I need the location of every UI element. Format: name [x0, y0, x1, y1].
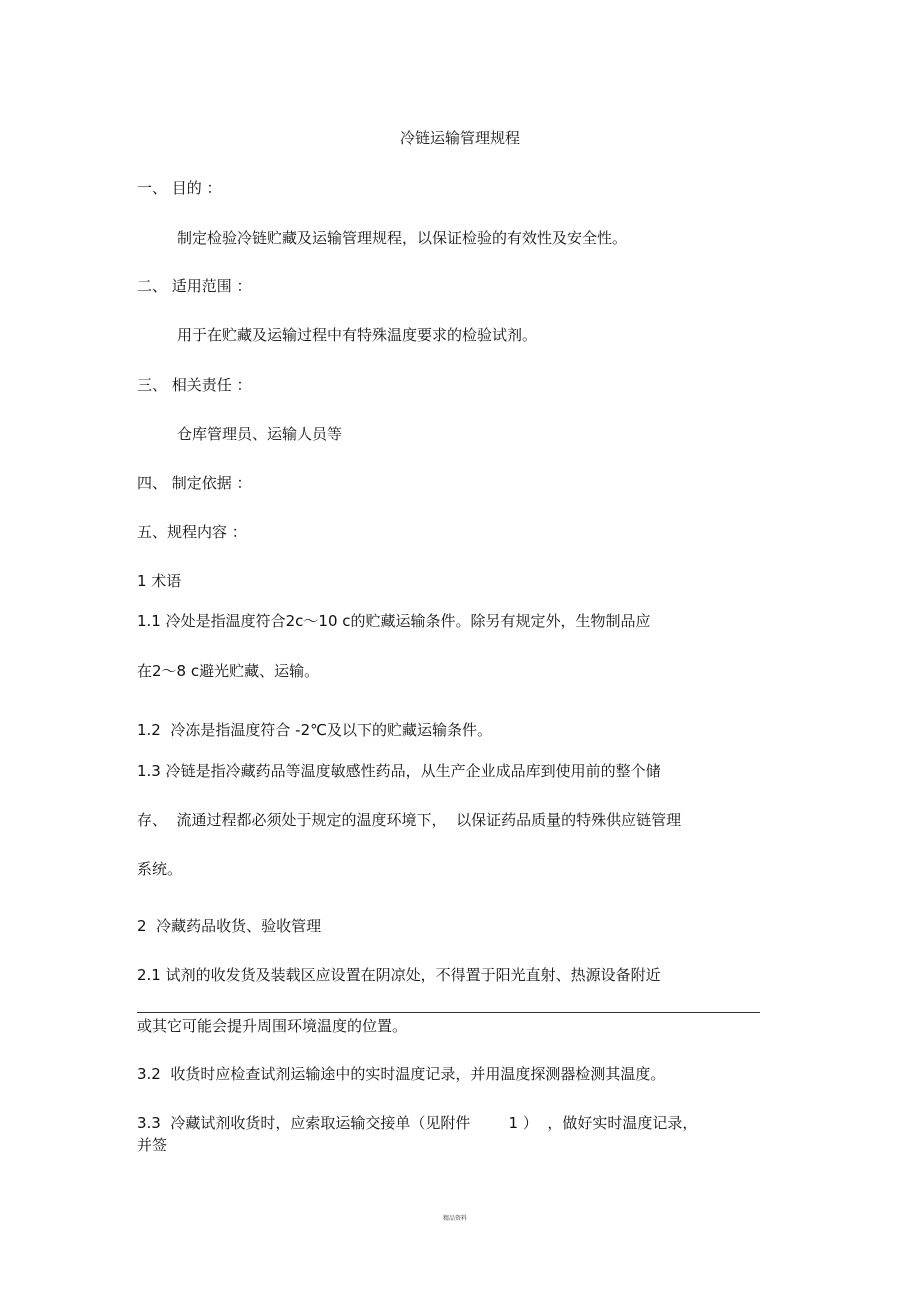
clause-2-1-line-1: 2.1 试剂的收发货及装载区应设置在阴凉处，不得置于阳光直射、热源设备附近: [137, 966, 661, 984]
section-3-body: 仓库管理员、运输人员等: [177, 425, 343, 443]
clause-2-1-line-2: 或其它可能会提升周围环境温度的位置。: [137, 1017, 408, 1035]
clause-1-1-line-1: 1.1 冷处是指温度符合2c～10 c的贮藏运输条件。除另有规定外，生物制品应: [137, 612, 651, 630]
clause-1-1-line-2: 在2～8 c避光贮藏、运输。: [137, 662, 320, 680]
section-2-body: 用于在贮藏及运输过程中有特殊温度要求的检验试剂。: [177, 326, 538, 344]
section-1-body: 制定检验冷链贮藏及运输管理规程，以保证检验的有效性及安全性。: [177, 229, 628, 247]
section-1-heading: 一、 目的 ：: [137, 179, 222, 197]
clause-3-2: 3.2 收货时应检查试剂运输途中的实时温度记录，并用温度探测器检测其温度。: [137, 1065, 666, 1083]
section-5-heading: 五、规程内容 ：: [137, 523, 247, 541]
clause-1-2: 1.2 冷冻是指温度符合 -2℃及以下的贮藏运输条件。: [137, 721, 492, 739]
clause-1-3-line-3: 系统。: [137, 860, 183, 878]
clause-1-3-line-2: 存、 流通过程都必须处于规定的温度环境下， 以保证药品质量的特殊供应链管理: [137, 811, 682, 829]
horizontal-rule: [137, 1012, 760, 1013]
clause-3-3-line-1: 3.3 冷藏试剂收货时，应索取运输交接单（见附件 1 ） ，做好实时温度记录，: [137, 1114, 698, 1132]
subsection-1-heading: 1 术语: [137, 572, 182, 590]
clause-1-3-line-1: 1.3 冷链是指冷藏药品等温度敏感性药品，从生产企业成品库到使用前的整个储: [137, 762, 661, 780]
page-footer: 精品资料: [442, 1215, 467, 1222]
subsection-2-heading: 2 冷藏药品收货、验收管理: [137, 917, 322, 935]
clause-3-3-line-2: 并签: [137, 1136, 168, 1154]
document-title: 冷链运输管理规程: [399, 129, 520, 147]
section-4-heading: 四、 制定依据 ：: [137, 474, 252, 492]
section-2-heading: 二、 适用范围 ：: [137, 277, 252, 295]
section-3-heading: 三、 相关责任 ：: [137, 376, 252, 394]
